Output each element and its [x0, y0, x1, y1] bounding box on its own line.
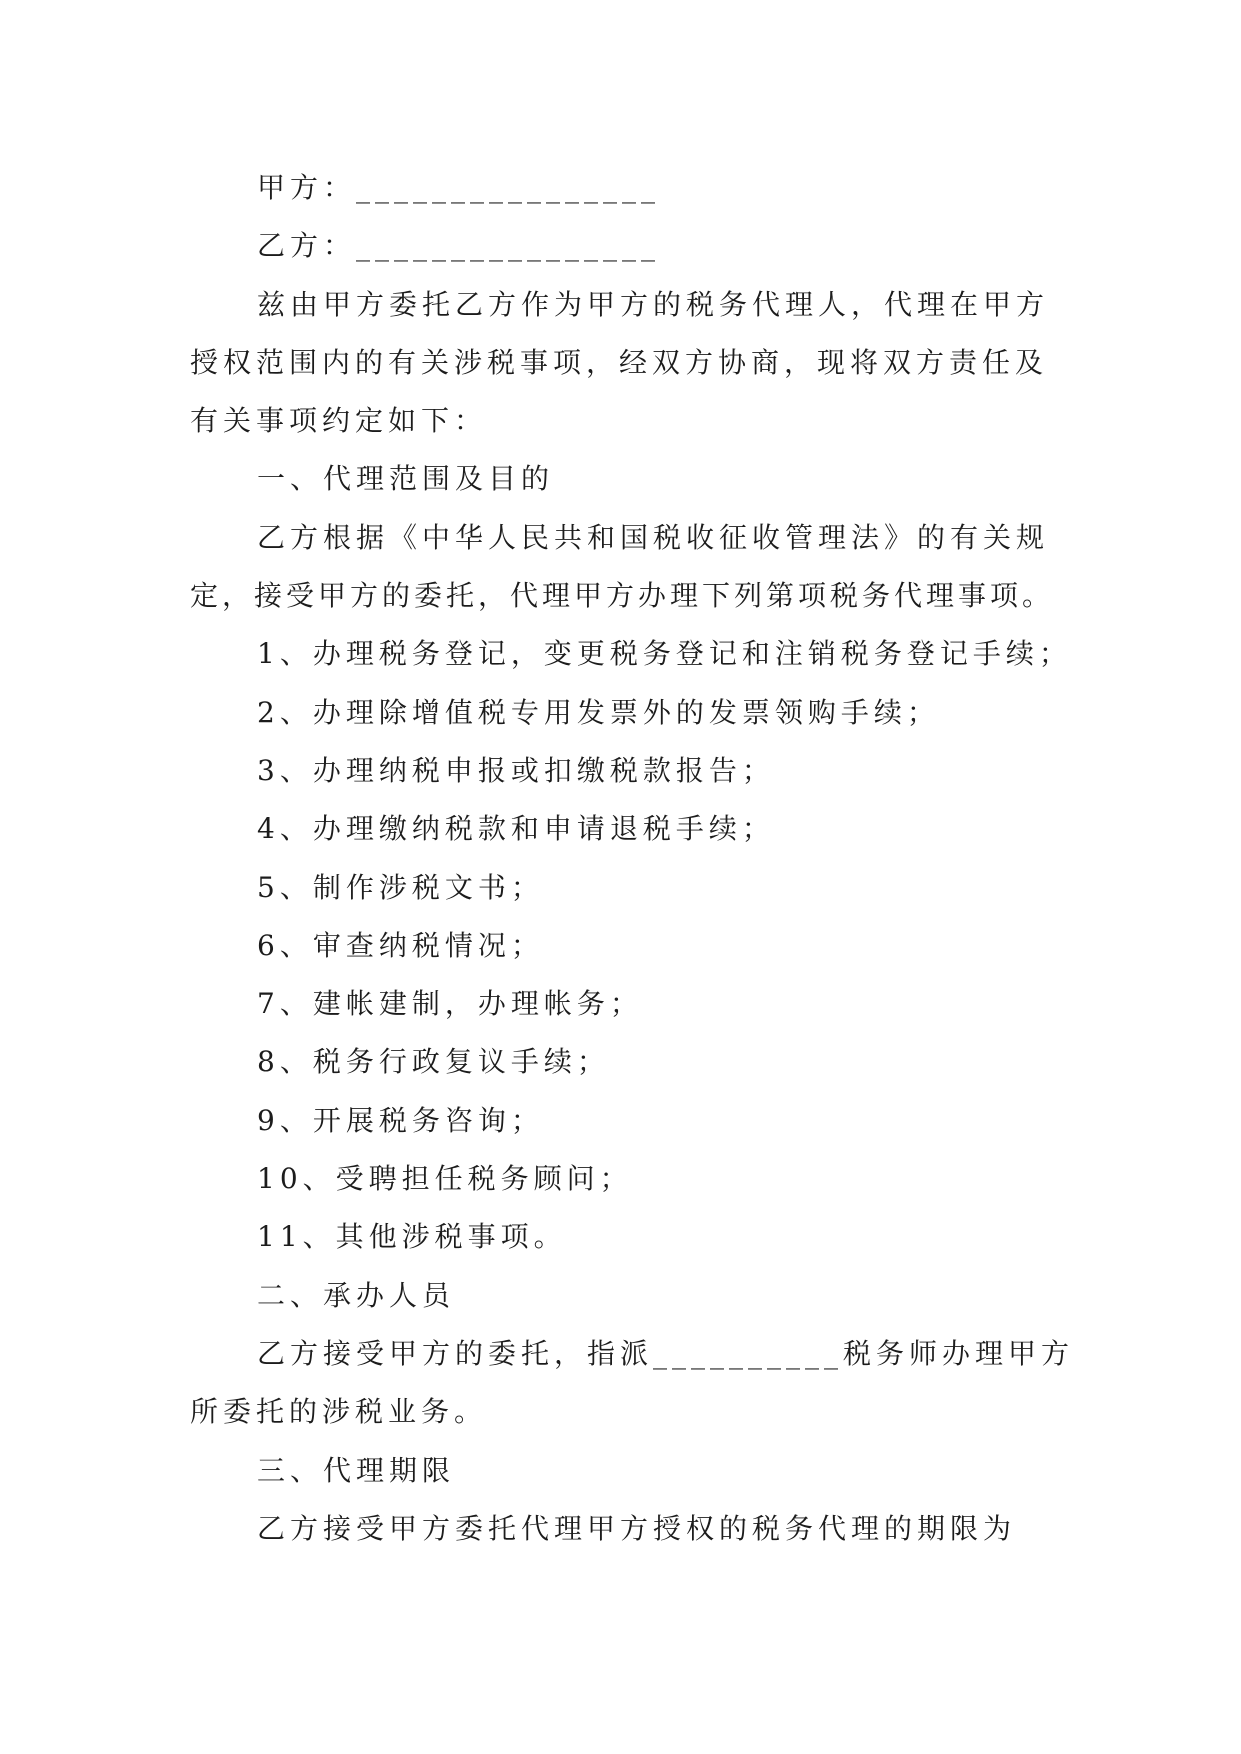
intro-line: 授权范围内的有关涉税事项，经双方协商，现将双方责任及: [190, 345, 1049, 379]
list-item: 5、制作涉税文书；: [257, 870, 544, 904]
term-line: 乙方接受甲方委托代理甲方授权的税务代理的期限为: [257, 1511, 1017, 1545]
intro-line: 有关事项约定如下：: [190, 404, 488, 438]
party-b-line: 乙方：________________: [257, 229, 661, 263]
list-item: 6、审查纳税情况；: [257, 928, 544, 962]
party-a-line: 甲方：________________: [257, 171, 661, 204]
list-item: 11、其他涉税事项。: [257, 1220, 567, 1254]
list-item: 10、受聘担任税务顾问；: [257, 1162, 633, 1196]
term-paragraph: [190, 1500, 1051, 1558]
intro-line: 兹由甲方委托乙方作为甲方的税务代理人，代理在甲方: [257, 287, 1050, 321]
list-item: 4、办理缴纳税款和申请退税手续；: [257, 812, 775, 846]
document-body: [190, 159, 1075, 1558]
list-item: 7、建帐建制，办理帐务；: [257, 987, 643, 1021]
staff-line: 所委托的涉税业务。: [190, 1395, 488, 1429]
list-item: 1、办理税务登记，变更税务登记和注销税务登记手续；: [257, 637, 1072, 671]
staff-paragraph: [190, 1325, 1075, 1442]
list-item: 9、开展税务咨询；: [257, 1103, 544, 1137]
scope-item-list: [190, 625, 1072, 1266]
scope-line: 乙方根据《中华人民共和国税收征收管理法》的有关规: [257, 520, 1050, 554]
section-heading-staff: 二、承办人员: [257, 1278, 456, 1312]
list-item: 8、税务行政复议手续；: [257, 1045, 610, 1079]
staff-line: 乙方接受甲方的委托，指派__________税务师办理甲方: [257, 1336, 1075, 1370]
scope-paragraph: [190, 509, 1055, 626]
intro-paragraph: [190, 276, 1051, 451]
list-item: 2、办理除增值税专用发票外的发票领购手续；: [257, 695, 940, 729]
section-heading-term: 三、代理期限: [257, 1453, 456, 1487]
scope-line: 定，接受甲方的委托，代理甲方办理下列第项税务代理事项。: [190, 579, 1055, 613]
section-heading-scope: 一、代理范围及目的: [257, 462, 555, 496]
list-item: 3、办理纳税申报或扣缴税款报告；: [257, 753, 775, 787]
